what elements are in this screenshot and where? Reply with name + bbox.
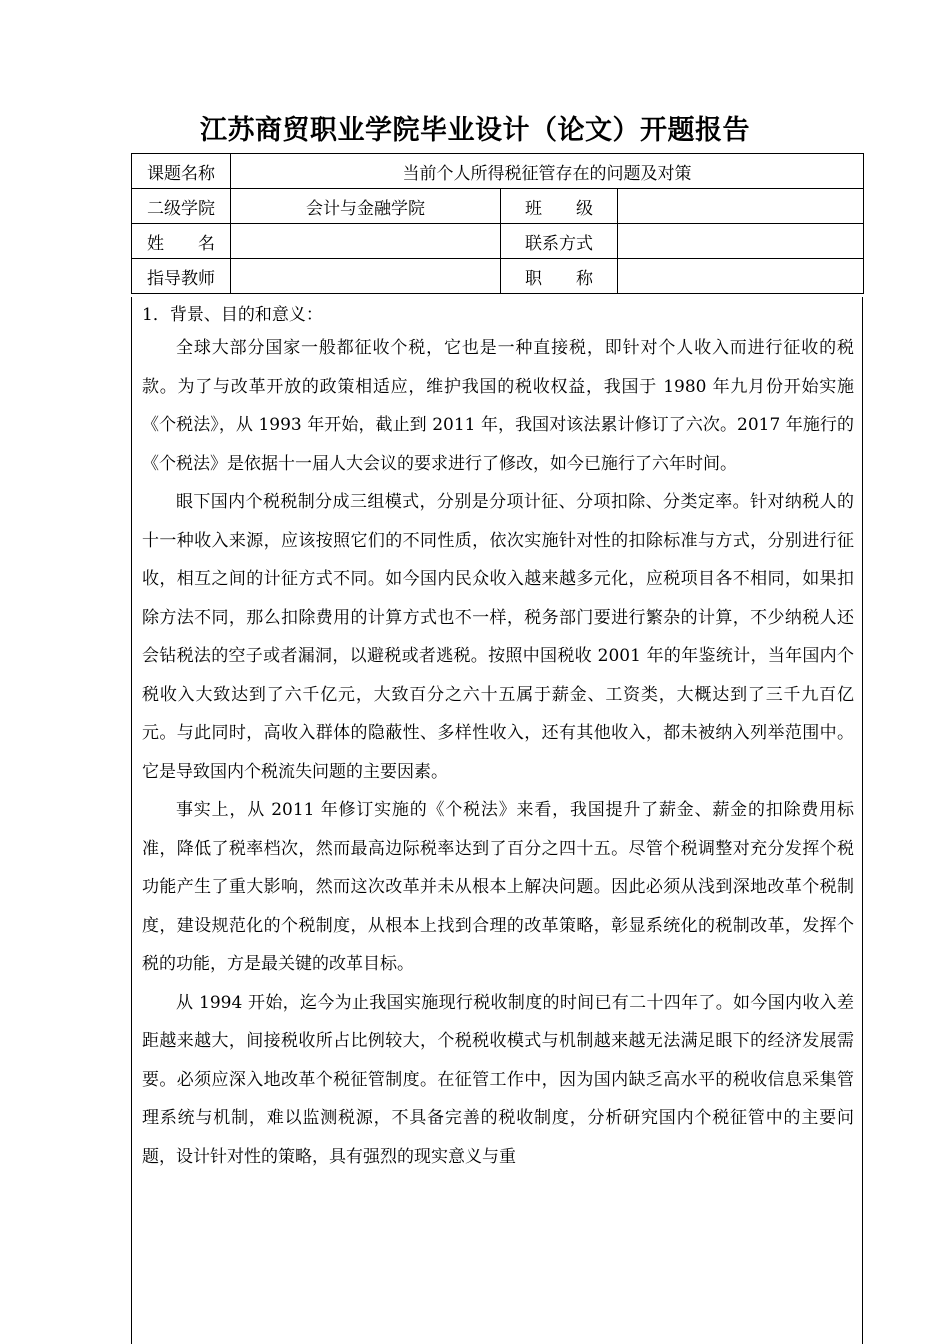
rank-value[interactable] [618, 259, 864, 294]
paragraph: 事实上，从 2011 年修订实施的《个税法》来看，我国提升了薪金、薪金的扣除费用标准，降低了税率档次，然而最高边际税率达到了百分之四十五。尽管个税调整对充分发挥个税功能产生了重大影响，然而这次改革并未从根本上解决问题。因此必须从浅到深地改革个税制度，建设规范化的个税制度，从根本上找到合理的改革策略，彰显系统化的税制改革，发挥个税的功能，方是最关键的改革目标。 [142, 800, 854, 974]
paragraph: 眼下国内个税税制分成三组模式，分别是分项计征、分项扣除、分类定率。针对纳税人的十一种收入来源，应该按照它们的不同性质，依次实施针对性的扣除标准与方式，分别进行征收，相互之间的计征方式不同。如今国内民众收入越来越多元化，应税项目各不相同，如果扣除方法不同，那么扣除费用的计算方式也不一样，税务部门要进行繁杂的计算，不少纳税人还会钻税法的空子或者漏洞，以避税或者逃税。按照中国税收 2001 年的年鉴统计，当年国内个税收入大致达到了六千亿元，大致百分之六十五属于薪金、工资类，大概达到了三千九百亿元。与此同时，高收入群体的隐蔽性、多样性收入，还有其他收入，都未被纳入列举范围中。它是导致国内个税流失问题的主要因素。 [142, 492, 854, 782]
college-value[interactable]: 会计与金融学院 [231, 189, 501, 224]
name-label: 姓 名 [132, 224, 231, 259]
table-row [132, 189, 864, 224]
advisor-value[interactable] [231, 259, 501, 294]
table-row [132, 224, 864, 259]
advisor-label: 指导教师 [132, 259, 231, 294]
paragraph: 从 1994 开始，迄今为止我国实施现行税收制度的时间已有二十四年了。如今国内收入差距越来越大，间接税收所占比例较大，个税税收模式与机制越来越无法满足眼下的经济发展需要。必须应深入地改革个税征管制度。在征管工作中，因为国内缺乏高水平的税收信息采集管理系统与机制，难以监测税源，不具备完善的税收制度，分析研究国内个税征管中的主要问题，设计针对性的策略，具有强烈的现实意义与重 [142, 992, 854, 1167]
contact-value[interactable] [618, 224, 864, 259]
topic-value[interactable]: 当前个人所得税征管存在的问题及对策 [231, 154, 864, 189]
class-value[interactable] [618, 189, 864, 224]
table-row [132, 154, 864, 189]
table-row [132, 259, 864, 294]
topic-label: 课题名称 [132, 154, 231, 189]
paragraph: 全球大部分国家一般都征收个税，它也是一种直接税，即针对个人收入而进行征收的税款。为了与改革开放的政策相适应，维护我国的税收权益，我国于 1980 年九月份开始实施《个税法》，从 1993 年开始，截止到 2011 年，我国对该法累计修订了六次。2017 年施行的《个税法》是依据十一届人大会议的要求进行了修改，如今已施行了六年时间。 [142, 338, 854, 474]
name-value[interactable] [231, 224, 501, 259]
contact-label: 联系方式 [501, 224, 618, 259]
report-info-table [131, 153, 864, 294]
background-section [131, 297, 863, 1344]
rank-label: 职 称 [501, 259, 618, 294]
section-heading: 1．背景、目的和意义： [142, 305, 323, 325]
report-title: 江苏商贸职业学院毕业设计（论文）开题报告 [200, 115, 750, 146]
class-label: 班 级 [501, 189, 618, 224]
college-label: 二级学院 [132, 189, 231, 224]
